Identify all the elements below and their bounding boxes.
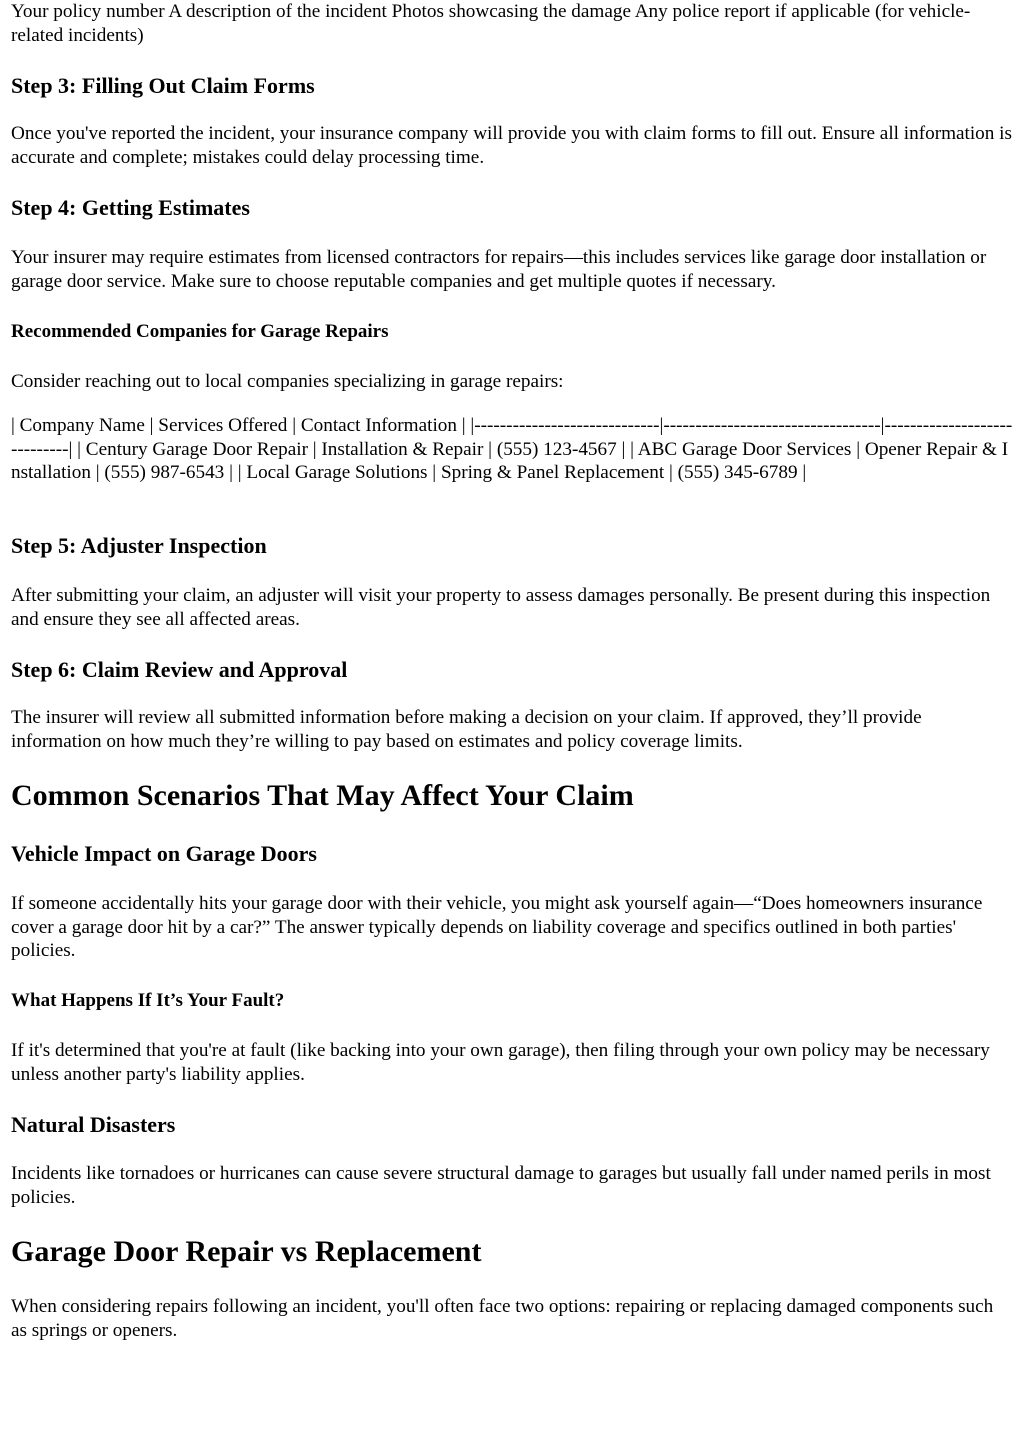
step6-paragraph: The insurer will review all submitted information before making a decision on your claim. If approved, they’ll provide information on how much they’re willing to pay based on estimates and policy coverage limits. (11, 707, 922, 752)
step3-paragraph: Once you've reported the incident, your insurance company will provide you with claim forms to fill out. Ensure all information is accurate and complete; mistakes could delay processing time. (11, 123, 1012, 168)
your-fault-paragraph: If it's determined that you're at fault (like backing into your own garage), then filing through your own policy may be necessary unless another party's liability applies. (11, 1040, 990, 1085)
repair-vs-replacement-heading: Garage Door Repair vs Replacement (11, 1235, 482, 1268)
vehicle-impact-heading: Vehicle Impact on Garage Doors (11, 841, 317, 866)
step4-paragraph: Your insurer may require estimates from licensed contractors for repairs—this includes services like garage door installation or garage door service. Make sure to choose reputable companies and get multiple quotes if necessary. (11, 247, 987, 292)
recommended-companies-heading: Recommended Companies for Garage Repairs (11, 321, 389, 342)
repair-vs-replacement-paragraph: When considering repairs following an incident, you'll often face two options: repairing or replacing damaged components such as springs or openers. (11, 1296, 994, 1341)
step3-heading: Step 3: Filling Out Claim Forms (11, 73, 315, 98)
step5-paragraph: After submitting your claim, an adjuster will visit your property to assess damages personally. Be present during this inspection and ensure they see all affected areas. (11, 585, 991, 630)
step4-heading: Step 4: Getting Estimates (11, 195, 250, 220)
natural-disasters-paragraph: Incidents like tornadoes or hurricanes can cause severe structural damage to garages but usually fall under named perils in most policies. (11, 1163, 991, 1208)
step5-heading: Step 5: Adjuster Inspection (11, 533, 267, 558)
documents-list-paragraph: Your policy number A description of the incident Photos showcasing the damage Any police report if applicable (for vehicle-related incidents) (11, 1, 971, 46)
companies-table-text: | Company Name | Services Offered | Contact Information | |-----------------------------|----------------------------------|-----------------------------| | Century Garage Door Repair | Installation & Repair | (555) 123-4567 | | ABC Garage Door Services | Opener Repair & Installation | (555) 987-6543 | | Local Garage Solutions | Spring & Panel Replacement | (555) 345-6789 | (11, 415, 1013, 483)
recommended-companies-intro: Consider reaching out to local companies specializing in garage repairs: (11, 371, 564, 392)
your-fault-heading: What Happens If It’s Your Fault? (11, 990, 285, 1011)
step6-heading: Step 6: Claim Review and Approval (11, 657, 348, 682)
natural-disasters-heading: Natural Disasters (11, 1112, 176, 1137)
scenarios-heading: Common Scenarios That May Affect Your Claim (11, 779, 634, 812)
vehicle-impact-paragraph: If someone accidentally hits your garage door with their vehicle, you might ask yourself again—“Does homeowners insurance cover a garage door hit by a car?” The answer typically depends on liability coverage and specifics outlined in both parties' policies. (11, 893, 983, 961)
